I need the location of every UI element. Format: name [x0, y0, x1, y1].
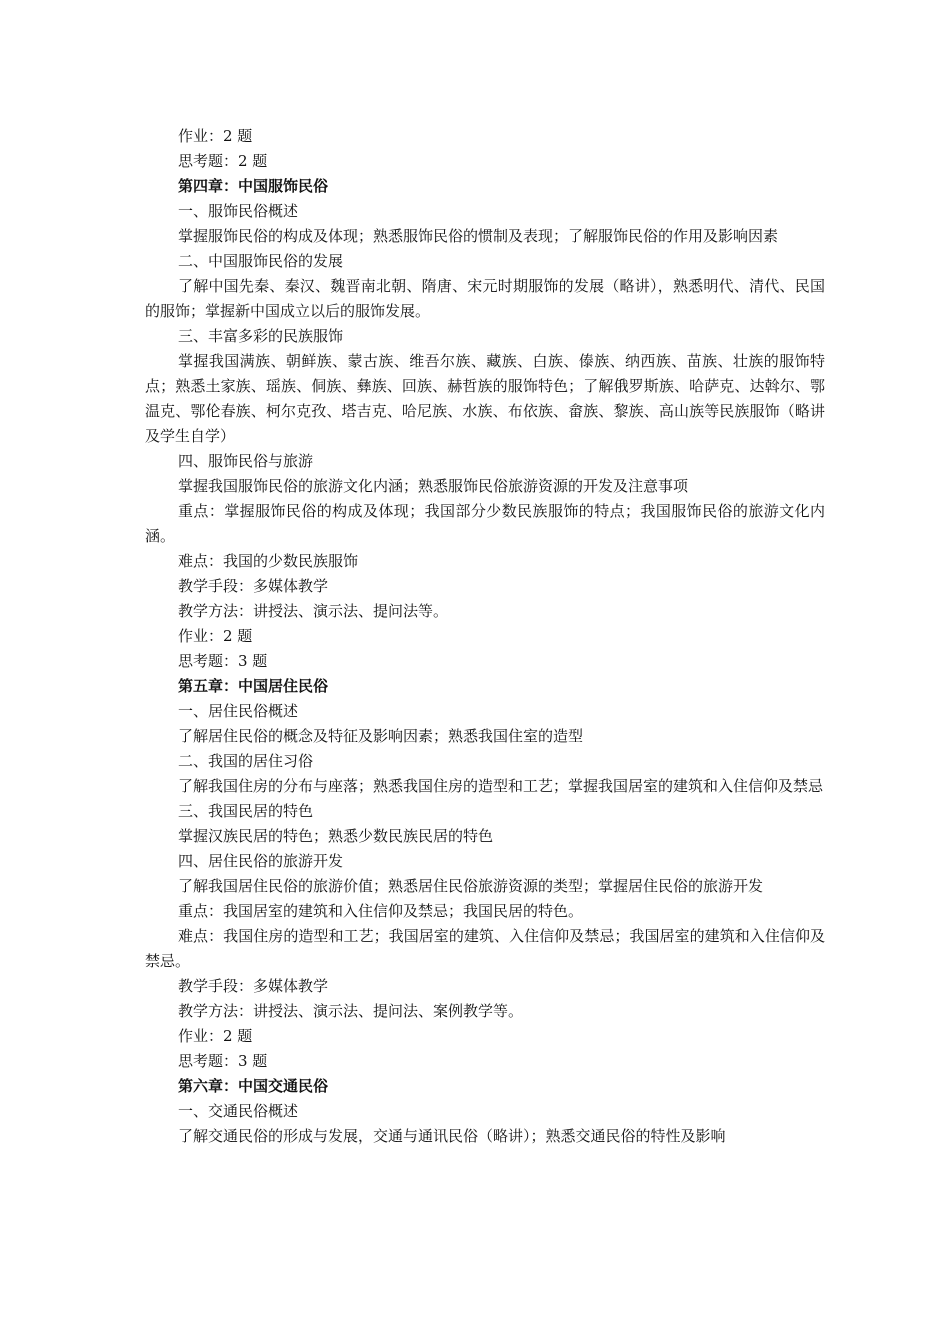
- questions-line: 思考题：3 题: [178, 652, 268, 670]
- questions-line: 思考题：2 题: [178, 152, 268, 170]
- section-body: 掌握汉族民居的特色；熟悉少数民族民居的特色: [178, 827, 494, 845]
- section-body: 掌握我国满族、朝鲜族、蒙古族、维吾尔族、藏族、白族、傣族、纳西族、苗族、壮族的服饰特点；熟悉土家族、瑶族、侗族、彝族、回族、赫哲族的服饰特色；了解俄罗斯族、哈萨克、达斡尔、鄂温克、鄂伦春族、柯尔克孜、塔吉克、哈尼族、水族、布依族、畲族、黎族、高山族等民族服饰（略讲及学生自学）: [145, 352, 825, 445]
- key-points: 重点：我国居室的建筑和入住信仰及禁忌；我国民居的特色。: [178, 902, 584, 920]
- section-heading: 一、居住民俗概述: [178, 702, 299, 720]
- section-body: 了解居住民俗的概念及特征及影响因素；熟悉我国住室的造型: [178, 727, 584, 745]
- homework-line: 作业：2 题: [178, 127, 253, 145]
- section-heading: 四、居住民俗的旅游开发: [178, 852, 344, 870]
- section-heading: 三、丰富多彩的民族服饰: [178, 327, 344, 345]
- questions-line: 思考题：3 题: [178, 1052, 268, 1070]
- section-heading: 四、服饰民俗与旅游: [178, 452, 314, 470]
- homework-line: 作业：2 题: [178, 627, 253, 645]
- chapter-heading: 第四章：中国服饰民俗: [178, 177, 329, 195]
- chapter-heading: 第六章：中国交通民俗: [178, 1077, 329, 1095]
- teaching-means: 教学手段：多媒体教学: [178, 977, 329, 995]
- section-body: 了解交通民俗的形成与发展，交通与通讯民俗（略讲）；熟悉交通民俗的特性及影响: [178, 1127, 726, 1145]
- section-body: 掌握服饰民俗的构成及体现；熟悉服饰民俗的惯制及表现；了解服饰民俗的作用及影响因素: [178, 227, 779, 245]
- section-body: 掌握我国服饰民俗的旅游文化内涵；熟悉服饰民俗旅游资源的开发及注意事项: [178, 477, 689, 495]
- section-body: 了解我国居住民俗的旅游价值；熟悉居住民俗旅游资源的类型；掌握居住民俗的旅游开发: [178, 877, 764, 895]
- document-body: [145, 124, 825, 1149]
- section-heading: 三、我国民居的特色: [178, 802, 314, 820]
- section-heading: 二、我国的居住习俗: [178, 752, 314, 770]
- teaching-methods: 教学方法：讲授法、演示法、提问法、案例教学等。: [178, 1002, 524, 1020]
- homework-line: 作业：2 题: [178, 1027, 253, 1045]
- chapter-heading: 第五章：中国居住民俗: [178, 677, 329, 695]
- teaching-methods: 教学方法：讲授法、演示法、提问法等。: [178, 602, 449, 620]
- difficulties: 难点：我国住房的造型和工艺；我国居室的建筑、入住信仰及禁忌；我国居室的建筑和入住信仰及禁忌。: [145, 927, 825, 970]
- difficulties: 难点：我国的少数民族服饰: [178, 552, 359, 570]
- key-points: 重点：掌握服饰民俗的构成及体现；我国部分少数民族服饰的特点；我国服饰民俗的旅游文化内涵。: [145, 502, 825, 545]
- section-body: 了解中国先秦、秦汉、魏晋南北朝、隋唐、宋元时期服饰的发展（略讲），熟悉明代、清代、民国的服饰；掌握新中国成立以后的服饰发展。: [145, 277, 825, 320]
- section-heading: 一、服饰民俗概述: [178, 202, 299, 220]
- section-body: 了解我国住房的分布与座落；熟悉我国住房的造型和工艺；掌握我国居室的建筑和入住信仰及禁忌: [178, 777, 824, 795]
- section-heading: 一、交通民俗概述: [178, 1102, 299, 1120]
- teaching-means: 教学手段：多媒体教学: [178, 577, 329, 595]
- section-heading: 二、中国服饰民俗的发展: [178, 252, 344, 270]
